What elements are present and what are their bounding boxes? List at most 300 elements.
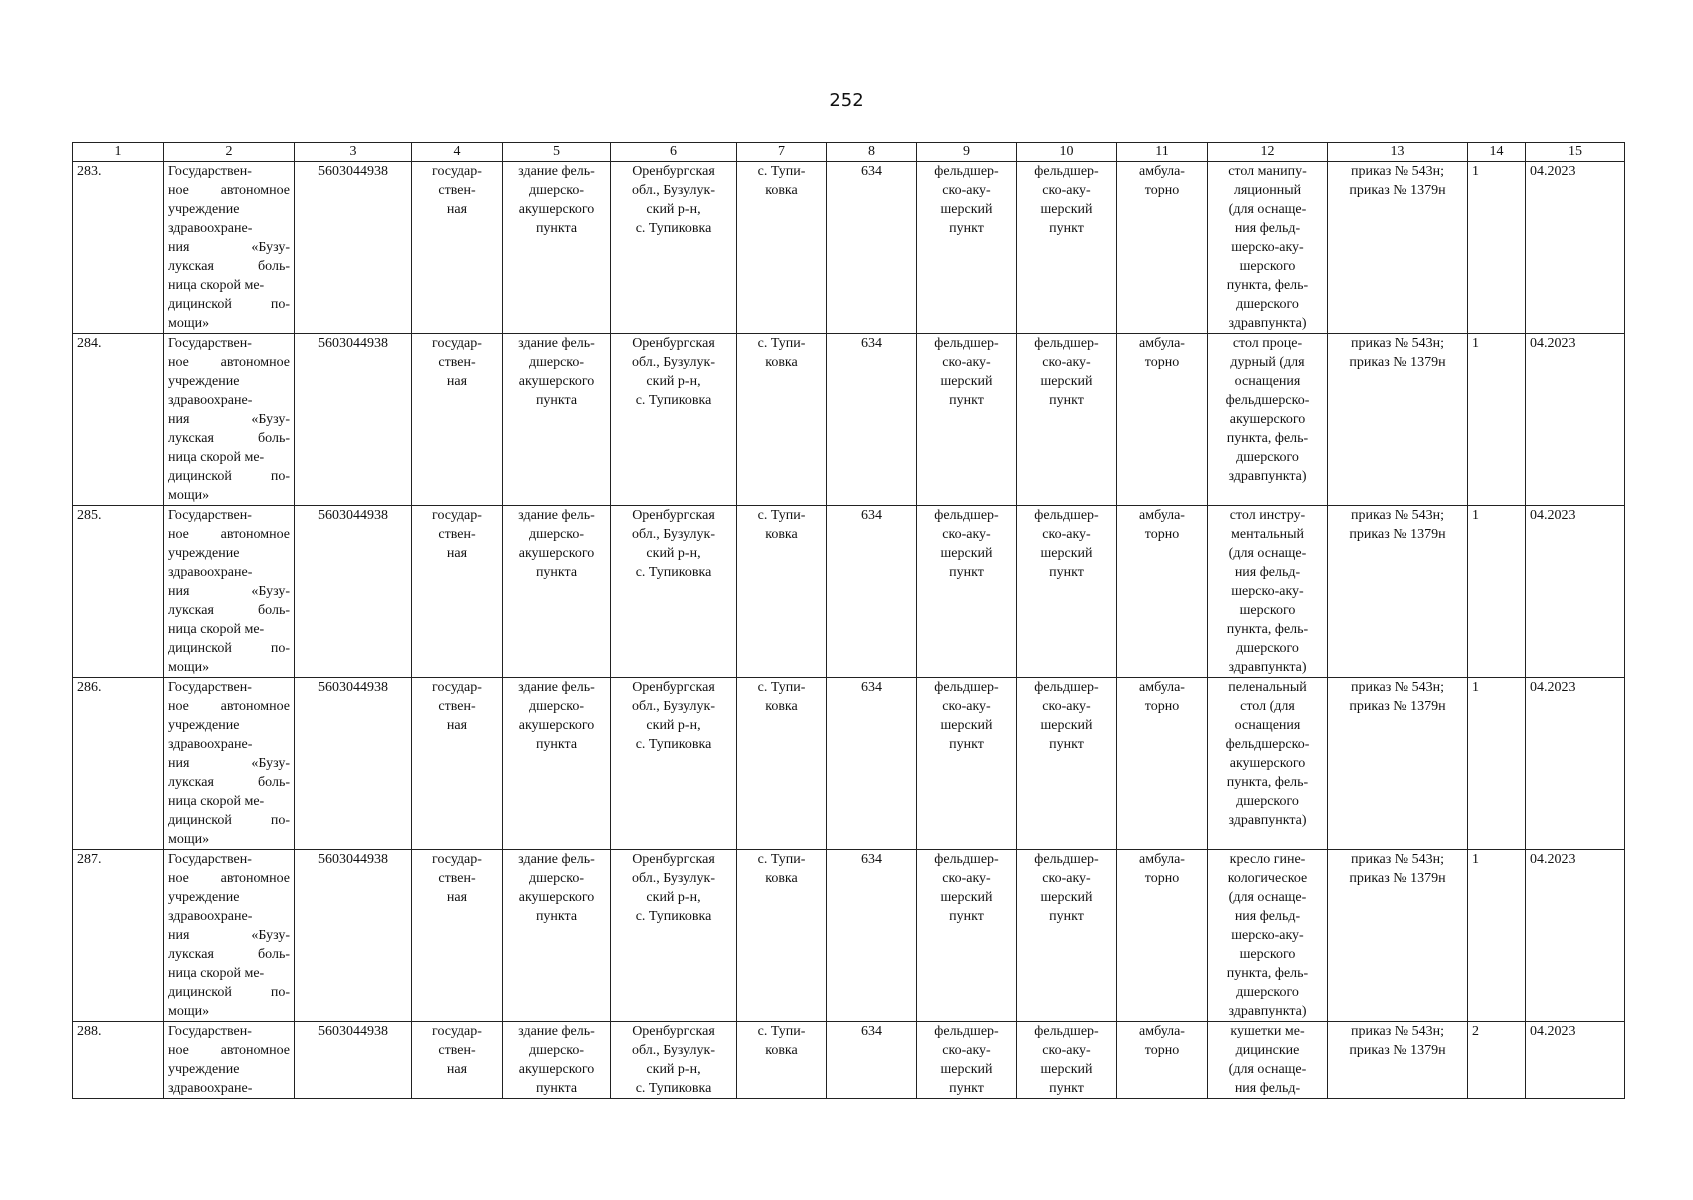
facility-type-cell	[917, 506, 1017, 678]
cell-line: ско-аку-	[1042, 527, 1091, 542]
equipment-cell	[1208, 334, 1328, 506]
cell-line: ско-аку-	[942, 527, 991, 542]
facility-type-cell	[917, 162, 1017, 334]
cell-line: ная	[446, 546, 468, 561]
cell-line: акушерского	[518, 202, 595, 217]
equipment-cell	[1208, 506, 1328, 678]
cell-line: здравпункта)	[1228, 316, 1307, 331]
cell-line: с. Тупиковка	[635, 565, 712, 580]
organization-cell	[164, 1022, 295, 1099]
quantity-cell: 2	[1468, 1022, 1526, 1099]
cell-line: ско-аку-	[942, 699, 991, 714]
cell-word: лукская	[168, 775, 214, 790]
cell-word: ния	[168, 240, 190, 255]
cell-line	[168, 639, 290, 658]
cell-line: дицинские	[1235, 1043, 1300, 1058]
column-number-header: 6	[611, 143, 737, 162]
cell-line: здание фель-	[518, 336, 595, 351]
address-cell	[611, 162, 737, 334]
building-cell	[503, 850, 611, 1022]
cell-line: ляционный	[1233, 183, 1302, 198]
cell-line: ско-аку-	[942, 871, 991, 886]
organization-cell	[164, 678, 295, 850]
cell-line: шерский	[940, 374, 993, 389]
cell-line: приказ № 543н;	[1350, 852, 1445, 867]
cell-line: ния фельд-	[1234, 909, 1301, 924]
cell-line: дшерского	[1236, 297, 1299, 312]
facility-subtype-cell	[1017, 850, 1117, 1022]
address-cell	[611, 334, 737, 506]
cell-line: (для оснаще-	[1228, 202, 1307, 217]
cell-line: дшерского	[1236, 641, 1299, 656]
cell-line	[168, 945, 290, 964]
order-cell	[1328, 334, 1468, 506]
cell-line: ница скорой ме-	[168, 278, 265, 293]
cell-line: пункт	[949, 737, 984, 752]
equipment-cell	[1208, 678, 1328, 850]
cell-line: ментальный	[1231, 527, 1304, 542]
cell-line: мощи»	[168, 316, 210, 331]
register-table	[72, 142, 1625, 1099]
cell-line	[168, 601, 290, 620]
cell-word: ное	[168, 183, 189, 198]
cell-word: боль-	[258, 603, 290, 618]
cell-line: с. Тупи-	[757, 508, 806, 523]
cell-line: фельдшерско-	[1225, 737, 1310, 752]
cell-word: «Бузу-	[251, 756, 290, 771]
cell-line: приказ № 1379н	[1349, 699, 1446, 714]
cell-line: мощи»	[168, 1004, 210, 1019]
cell-line: фельдшер-	[1034, 336, 1099, 351]
cell-line: шерский	[940, 202, 993, 217]
cell-line	[168, 773, 290, 792]
cell-line: ский р-н,	[646, 546, 701, 561]
cell-line: здание фель-	[518, 164, 595, 179]
cell-line: мощи»	[168, 488, 210, 503]
date-cell: 04.2023	[1526, 162, 1625, 334]
cell-line: шерский	[940, 1062, 993, 1077]
cell-line: приказ № 1379н	[1349, 355, 1446, 370]
cell-word: ное	[168, 527, 189, 542]
cell-line: ствен-	[438, 527, 476, 542]
cell-line: пункта, фель-	[1226, 622, 1309, 637]
cell-line	[168, 1041, 290, 1060]
cell-line: торно	[1144, 183, 1180, 198]
date-cell: 04.2023	[1526, 678, 1625, 850]
cell-word: ния	[168, 412, 190, 427]
cell-line	[168, 181, 290, 200]
cell-line: пункт	[949, 1081, 984, 1096]
building-cell	[503, 678, 611, 850]
cell-line: пункт	[949, 565, 984, 580]
cell-line	[168, 754, 290, 773]
cell-line: с. Тупиковка	[635, 221, 712, 236]
cell-line: дшерского	[1236, 985, 1299, 1000]
column-number-header: 5	[503, 143, 611, 162]
cell-line: пункт	[1049, 909, 1084, 924]
cell-line: стол манипу-	[1228, 164, 1307, 179]
cell-line: пункта, фель-	[1226, 431, 1309, 446]
cell-line: приказ № 1379н	[1349, 1043, 1446, 1058]
cell-line: стол (для	[1240, 699, 1295, 714]
cell-word: «Бузу-	[251, 240, 290, 255]
cell-line: шерско-аку-	[1231, 584, 1304, 599]
cell-line: пункта	[535, 737, 578, 752]
cell-line: (для оснаще-	[1228, 546, 1307, 561]
cell-line: фельдшерско-	[1225, 393, 1310, 408]
cell-line: акушерского	[1229, 756, 1306, 771]
equipment-cell	[1208, 850, 1328, 1022]
cell-line: торно	[1144, 871, 1180, 886]
cell-line: акушерского	[518, 546, 595, 561]
cell-line: шерский	[940, 890, 993, 905]
cell-line: ница скорой ме-	[168, 794, 265, 809]
cell-line: ский р-н,	[646, 374, 701, 389]
cell-line: с. Тупиковка	[635, 737, 712, 752]
organization-cell	[164, 334, 295, 506]
cell-line: амбула-	[1139, 164, 1185, 179]
cell-line: фельдшер-	[934, 1024, 999, 1039]
table-row	[73, 506, 1625, 678]
cell-line: акушерского	[518, 890, 595, 905]
cell-line: оснащения	[1234, 718, 1301, 733]
cell-line	[168, 811, 290, 830]
cell-line: дурный (для	[1230, 355, 1305, 370]
cell-line: ковка	[765, 871, 798, 886]
cell-line: государ-	[432, 164, 482, 179]
cell-line: пункта	[535, 1081, 578, 1096]
cell-line: здравпункта)	[1228, 660, 1307, 675]
cell-line: оснащения	[1234, 374, 1301, 389]
cell-line	[168, 429, 290, 448]
population-cell: 634	[827, 334, 917, 506]
cell-line: Государствен-	[168, 336, 252, 351]
address-cell	[611, 850, 737, 1022]
cell-line: Государствен-	[168, 164, 252, 179]
cell-line: дшерско-	[528, 355, 585, 370]
date-cell: 04.2023	[1526, 850, 1625, 1022]
cell-line: шерского	[1239, 947, 1296, 962]
cell-line: мощи»	[168, 660, 210, 675]
cell-line: амбула-	[1139, 852, 1185, 867]
cell-line	[168, 410, 290, 429]
cell-line: с. Тупи-	[757, 680, 806, 695]
cell-line: Государствен-	[168, 852, 252, 867]
cell-word: дицинской	[168, 641, 232, 656]
cell-line	[168, 238, 290, 257]
column-number-header: 4	[412, 143, 503, 162]
cell-line: обл., Бузулук-	[631, 871, 716, 886]
page-number: 252	[829, 90, 864, 111]
cell-word: ное	[168, 1043, 189, 1058]
cell-word: лукская	[168, 259, 214, 274]
inn-cell: 5603044938	[295, 850, 412, 1022]
population-cell: 634	[827, 678, 917, 850]
cell-word: лукская	[168, 431, 214, 446]
column-number-header: 10	[1017, 143, 1117, 162]
cell-line: ско-аку-	[1042, 699, 1091, 714]
cell-line: торно	[1144, 527, 1180, 542]
cell-line: ная	[446, 202, 468, 217]
cell-line: здравоохране-	[168, 221, 253, 236]
cell-line: пункта	[535, 565, 578, 580]
cell-line: Оренбургская	[632, 852, 715, 867]
column-number-header: 7	[737, 143, 827, 162]
date-cell: 04.2023	[1526, 334, 1625, 506]
building-cell	[503, 162, 611, 334]
cell-line: пункта, фель-	[1226, 278, 1309, 293]
cell-line: государ-	[432, 508, 482, 523]
cell-line: торно	[1144, 355, 1180, 370]
cell-line: амбула-	[1139, 1024, 1185, 1039]
cell-line: торно	[1144, 1043, 1180, 1058]
cell-line: мощи»	[168, 832, 210, 847]
care-form-cell	[1117, 850, 1208, 1022]
cell-line: (для оснаще-	[1228, 890, 1307, 905]
cell-line: дшерского	[1236, 450, 1299, 465]
cell-line: здравоохране-	[168, 393, 253, 408]
cell-line: пункта	[535, 393, 578, 408]
facility-type-cell	[917, 334, 1017, 506]
quantity-cell: 1	[1468, 850, 1526, 1022]
cell-word: автономное	[220, 1043, 290, 1058]
cell-line: Оренбургская	[632, 1024, 715, 1039]
cell-line: стол инстру-	[1229, 508, 1306, 523]
ownership-cell	[412, 1022, 503, 1099]
population-cell: 634	[827, 506, 917, 678]
locality-cell	[737, 678, 827, 850]
ownership-cell	[412, 506, 503, 678]
cell-word: по-	[270, 297, 290, 312]
cell-line: здравоохране-	[168, 565, 253, 580]
row-number-cell: 287.	[73, 850, 164, 1022]
cell-word: по-	[270, 469, 290, 484]
care-form-cell	[1117, 334, 1208, 506]
cell-line: пункта	[535, 909, 578, 924]
cell-line: шерско-аку-	[1231, 240, 1304, 255]
cell-line: государ-	[432, 336, 482, 351]
cell-line: государ-	[432, 1024, 482, 1039]
cell-line: обл., Бузулук-	[631, 1043, 716, 1058]
table-row	[73, 162, 1625, 334]
cell-line: ковка	[765, 699, 798, 714]
facility-type-cell	[917, 850, 1017, 1022]
cell-line: ско-аку-	[942, 183, 991, 198]
cell-word: лукская	[168, 603, 214, 618]
cell-line: здравоохране-	[168, 909, 253, 924]
cell-word: автономное	[220, 699, 290, 714]
cell-word: автономное	[220, 355, 290, 370]
cell-line: дшерско-	[528, 699, 585, 714]
cell-line: с. Тупиковка	[635, 1081, 712, 1096]
cell-line	[168, 353, 290, 372]
cell-line: пункт	[1049, 737, 1084, 752]
facility-subtype-cell	[1017, 162, 1117, 334]
cell-line: акушерского	[518, 718, 595, 733]
cell-line: Государствен-	[168, 508, 252, 523]
address-cell	[611, 506, 737, 678]
cell-line: государ-	[432, 680, 482, 695]
cell-line: ский р-н,	[646, 1062, 701, 1077]
population-cell: 634	[827, 850, 917, 1022]
cell-line: ствен-	[438, 183, 476, 198]
cell-line: здравпункта)	[1228, 813, 1307, 828]
cell-line: ско-аку-	[942, 1043, 991, 1058]
cell-line: приказ № 1379н	[1349, 183, 1446, 198]
cell-line: ско-аку-	[1042, 183, 1091, 198]
cell-line: ствен-	[438, 871, 476, 886]
care-form-cell	[1117, 506, 1208, 678]
cell-line: обл., Бузулук-	[631, 699, 716, 714]
order-cell	[1328, 506, 1468, 678]
cell-word: ное	[168, 699, 189, 714]
order-cell	[1328, 1022, 1468, 1099]
inn-cell: 5603044938	[295, 1022, 412, 1099]
cell-line: учреждение	[168, 202, 240, 217]
cell-line: пункта, фель-	[1226, 775, 1309, 790]
cell-line: фельдшер-	[1034, 508, 1099, 523]
cell-line: обл., Бузулук-	[631, 183, 716, 198]
table-row	[73, 1022, 1625, 1099]
cell-word: ния	[168, 584, 190, 599]
cell-line: с. Тупи-	[757, 164, 806, 179]
cell-line: учреждение	[168, 1062, 240, 1077]
table-row	[73, 334, 1625, 506]
order-cell	[1328, 850, 1468, 1022]
cell-line: обл., Бузулук-	[631, 527, 716, 542]
cell-line: шерский	[940, 546, 993, 561]
address-cell	[611, 678, 737, 850]
cell-line: учреждение	[168, 374, 240, 389]
quantity-cell: 1	[1468, 506, 1526, 678]
cell-line: здание фель-	[518, 1024, 595, 1039]
cell-line: фельдшер-	[934, 164, 999, 179]
cell-line: фельдшер-	[934, 852, 999, 867]
cell-line: учреждение	[168, 546, 240, 561]
facility-subtype-cell	[1017, 334, 1117, 506]
row-number-cell: 288.	[73, 1022, 164, 1099]
row-number-cell: 285.	[73, 506, 164, 678]
cell-line: ница скорой ме-	[168, 966, 265, 981]
inn-cell: 5603044938	[295, 506, 412, 678]
cell-line: торно	[1144, 699, 1180, 714]
cell-line: акушерского	[1229, 412, 1306, 427]
equipment-cell	[1208, 1022, 1328, 1099]
cell-word: по-	[270, 641, 290, 656]
cell-line: дшерско-	[528, 1043, 585, 1058]
column-number-header: 2	[164, 143, 295, 162]
cell-line: пункта	[535, 221, 578, 236]
cell-line: фельдшер-	[934, 680, 999, 695]
cell-line: шерский	[1040, 1062, 1093, 1077]
cell-line: ная	[446, 374, 468, 389]
cell-line: приказ № 543н;	[1350, 336, 1445, 351]
cell-line	[168, 869, 290, 888]
table-row	[73, 850, 1625, 1022]
cell-line: акушерского	[518, 1062, 595, 1077]
cell-line: пеленальный	[1228, 680, 1307, 695]
cell-line: приказ № 543н;	[1350, 680, 1445, 695]
cell-line: государ-	[432, 852, 482, 867]
cell-line: Государствен-	[168, 1024, 252, 1039]
ownership-cell	[412, 678, 503, 850]
cell-line: ствен-	[438, 699, 476, 714]
column-number-header: 13	[1328, 143, 1468, 162]
cell-line: пункт	[949, 221, 984, 236]
building-cell	[503, 1022, 611, 1099]
order-cell	[1328, 162, 1468, 334]
cell-line: ная	[446, 890, 468, 905]
cell-line: ский р-н,	[646, 202, 701, 217]
cell-line: амбула-	[1139, 336, 1185, 351]
cell-line: ско-аку-	[1042, 871, 1091, 886]
cell-line: учреждение	[168, 718, 240, 733]
inn-cell: 5603044938	[295, 678, 412, 850]
cell-word: автономное	[220, 871, 290, 886]
cell-line: ния фельд-	[1234, 565, 1301, 580]
cell-line: кресло гине-	[1229, 852, 1306, 867]
inn-cell: 5603044938	[295, 334, 412, 506]
cell-line: ский р-н,	[646, 890, 701, 905]
quantity-cell: 1	[1468, 678, 1526, 850]
cell-word: лукская	[168, 947, 214, 962]
column-number-header: 8	[827, 143, 917, 162]
column-number-header: 11	[1117, 143, 1208, 162]
cell-line: здравоохране-	[168, 737, 253, 752]
cell-line: ствен-	[438, 1043, 476, 1058]
cell-line: дшерского	[1236, 794, 1299, 809]
cell-word: дицинской	[168, 813, 232, 828]
cell-line	[168, 926, 290, 945]
cell-line: пункт	[949, 909, 984, 924]
cell-line: Оренбургская	[632, 680, 715, 695]
cell-line	[168, 983, 290, 1002]
inn-cell: 5603044938	[295, 162, 412, 334]
cell-line: (для оснаще-	[1228, 1062, 1307, 1077]
locality-cell	[737, 850, 827, 1022]
ownership-cell	[412, 162, 503, 334]
table-body	[73, 162, 1625, 1099]
cell-line: здание фель-	[518, 852, 595, 867]
care-form-cell	[1117, 678, 1208, 850]
cell-word: дицинской	[168, 985, 232, 1000]
cell-line: с. Тупи-	[757, 852, 806, 867]
column-number-header: 15	[1526, 143, 1625, 162]
building-cell	[503, 506, 611, 678]
cell-line: фельдшер-	[1034, 680, 1099, 695]
date-cell: 04.2023	[1526, 1022, 1625, 1099]
cell-line: ния фельд-	[1234, 221, 1301, 236]
cell-word: по-	[270, 813, 290, 828]
facility-type-cell	[917, 678, 1017, 850]
cell-line: здание фель-	[518, 508, 595, 523]
locality-cell	[737, 334, 827, 506]
table-row	[73, 678, 1625, 850]
cell-line	[168, 467, 290, 486]
cell-line: ствен-	[438, 355, 476, 370]
population-cell: 634	[827, 162, 917, 334]
cell-line: с. Тупи-	[757, 336, 806, 351]
cell-line: приказ № 543н;	[1350, 508, 1445, 523]
cell-line: обл., Бузулук-	[631, 355, 716, 370]
cell-line: амбула-	[1139, 508, 1185, 523]
cell-line: пункт	[1049, 1081, 1084, 1096]
cell-line: фельдшер-	[1034, 164, 1099, 179]
locality-cell	[737, 162, 827, 334]
cell-line: дшерско-	[528, 527, 585, 542]
column-number-header: 3	[295, 143, 412, 162]
cell-word: «Бузу-	[251, 584, 290, 599]
